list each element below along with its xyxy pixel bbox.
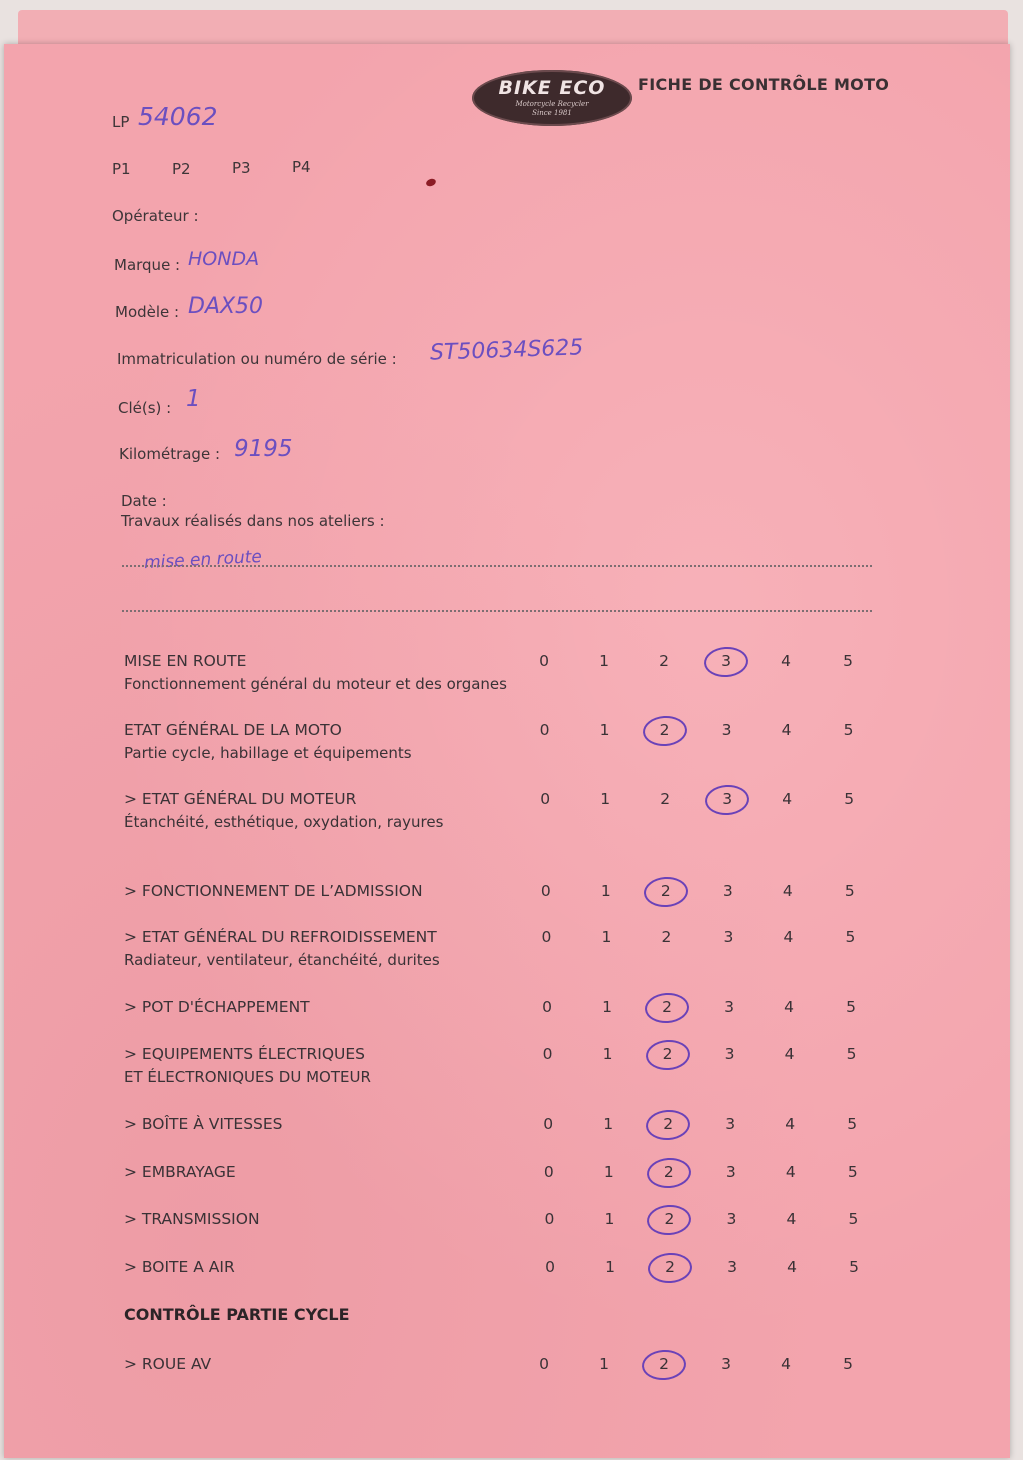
rating-row-title: > BOITE A AIR bbox=[124, 1258, 235, 1276]
selected-rating-circle bbox=[645, 1109, 691, 1142]
rating-option-2[interactable]: 2 bbox=[659, 1163, 679, 1181]
logo-brand: BIKE ECO bbox=[498, 77, 606, 99]
rating-row-subtitle: ET ÉLECTRONIQUES DU MOTEUR bbox=[124, 1068, 371, 1086]
selected-rating-circle bbox=[642, 715, 688, 748]
rating-row bbox=[4, 652, 1010, 712]
rating-option-0[interactable]: 0 bbox=[539, 1355, 549, 1373]
rating-option-1[interactable]: 1 bbox=[599, 721, 610, 739]
km-value[interactable]: 9195 bbox=[234, 436, 293, 462]
rating-option-5[interactable]: 5 bbox=[844, 790, 855, 808]
marque-value[interactable]: HONDA bbox=[188, 248, 260, 270]
rating-row bbox=[4, 928, 1010, 988]
rating-option-4[interactable]: 4 bbox=[784, 998, 794, 1016]
selected-rating-circle bbox=[644, 992, 690, 1025]
km-label: Kilométrage : bbox=[119, 445, 221, 463]
modele-label: Modèle : bbox=[115, 303, 180, 321]
rating-option-0[interactable]: 0 bbox=[540, 790, 551, 808]
rating-option-1[interactable]: 1 bbox=[605, 1258, 615, 1276]
rating-option-1[interactable]: 1 bbox=[603, 1115, 614, 1133]
rating-option-4[interactable]: 4 bbox=[781, 721, 792, 739]
travaux-line-2 bbox=[122, 610, 872, 612]
rating-option-0[interactable]: 0 bbox=[542, 1045, 553, 1063]
position-p1[interactable]: P1 bbox=[112, 160, 131, 178]
position-p2[interactable]: P2 bbox=[172, 160, 191, 178]
rating-option-2[interactable]: 2 bbox=[658, 1115, 678, 1133]
rating-option-3[interactable]: 3 bbox=[727, 1258, 737, 1276]
rating-option-1[interactable]: 1 bbox=[599, 652, 609, 670]
rating-option-2[interactable]: 2 bbox=[656, 882, 676, 900]
rating-row-title: > EMBRAYAGE bbox=[124, 1163, 236, 1181]
rating-option-2[interactable]: 2 bbox=[660, 790, 671, 808]
rating-option-3[interactable]: 3 bbox=[726, 1210, 737, 1228]
rating-option-2[interactable]: 2 bbox=[660, 1258, 680, 1276]
inspection-form-sheet bbox=[4, 44, 1010, 1458]
date-label: Date : bbox=[121, 492, 167, 510]
rating-option-5[interactable]: 5 bbox=[848, 1210, 859, 1228]
rating-option-3[interactable]: 3 bbox=[725, 1115, 736, 1133]
operateur-label: Opérateur : bbox=[112, 207, 199, 225]
position-p3[interactable]: P3 bbox=[232, 159, 251, 177]
rating-row-title: > ETAT GÉNÉRAL DU REFROIDISSEMENT bbox=[124, 928, 437, 946]
section-controle-partie-cycle: CONTRÔLE PARTIE CYCLE bbox=[124, 1305, 350, 1324]
position-p4[interactable]: P4 bbox=[292, 158, 311, 176]
travaux-line-1 bbox=[122, 565, 872, 567]
rating-option-5[interactable]: 5 bbox=[847, 1163, 858, 1181]
rating-row bbox=[4, 1045, 1010, 1105]
rating-option-4[interactable]: 4 bbox=[781, 652, 791, 670]
rating-option-4[interactable]: 4 bbox=[783, 928, 794, 946]
rating-option-0[interactable]: 0 bbox=[545, 1258, 555, 1276]
rating-option-1[interactable]: 1 bbox=[600, 882, 611, 900]
cles-label: Clé(s) : bbox=[118, 399, 172, 417]
rating-option-0[interactable]: 0 bbox=[541, 928, 552, 946]
rating-option-2[interactable]: 2 bbox=[659, 1210, 679, 1228]
rating-option-1[interactable]: 1 bbox=[602, 1045, 613, 1063]
lp-label: LP bbox=[112, 113, 130, 131]
rating-row-title: > EQUIPEMENTS ÉLECTRIQUES bbox=[124, 1045, 365, 1063]
travaux-value[interactable]: mise en route bbox=[143, 546, 263, 574]
rating-row-title: > TRANSMISSION bbox=[124, 1210, 260, 1228]
rating-option-3[interactable]: 3 bbox=[724, 1045, 735, 1063]
rating-row-subtitle: Radiateur, ventilateur, étanchéité, durites bbox=[124, 951, 440, 969]
rating-option-4[interactable]: 4 bbox=[781, 1355, 791, 1373]
rating-row-subtitle: Étanchéité, esthétique, oxydation, rayures bbox=[124, 813, 444, 831]
rating-option-3[interactable]: 3 bbox=[717, 790, 737, 808]
form-title: FICHE DE CONTRÔLE MOTO bbox=[638, 75, 890, 94]
selected-rating-circle bbox=[643, 876, 689, 909]
selected-rating-circle bbox=[703, 646, 749, 679]
rating-row bbox=[4, 721, 1010, 781]
cles-value[interactable]: 1 bbox=[186, 386, 201, 412]
rating-option-3[interactable]: 3 bbox=[721, 1355, 731, 1373]
rating-row bbox=[4, 1355, 1010, 1415]
rating-row-title: > ETAT GÉNÉRAL DU MOTEUR bbox=[124, 790, 357, 808]
rating-row-subtitle: Fonctionnement général du moteur et des organes bbox=[124, 675, 507, 693]
rating-option-4[interactable]: 4 bbox=[786, 1210, 797, 1228]
rating-option-5[interactable]: 5 bbox=[844, 882, 855, 900]
immat-value[interactable]: ST50634S625 bbox=[429, 335, 584, 366]
rating-option-5[interactable]: 5 bbox=[843, 721, 854, 739]
rating-option-0[interactable]: 0 bbox=[543, 1115, 554, 1133]
rating-option-2[interactable]: 2 bbox=[661, 928, 672, 946]
rating-option-3[interactable]: 3 bbox=[722, 882, 733, 900]
rating-option-0[interactable]: 0 bbox=[539, 721, 550, 739]
travaux-label: Travaux réalisés dans nos ateliers : bbox=[121, 512, 385, 530]
rating-option-3[interactable]: 3 bbox=[724, 998, 734, 1016]
rating-option-3[interactable]: 3 bbox=[716, 652, 736, 670]
ink-stain bbox=[425, 178, 437, 188]
rating-option-4[interactable]: 4 bbox=[785, 1163, 796, 1181]
selected-rating-circle bbox=[646, 1204, 692, 1237]
immat-label: Immatriculation ou numéro de série : bbox=[117, 350, 397, 368]
rating-option-0[interactable]: 0 bbox=[542, 998, 552, 1016]
marque-label: Marque : bbox=[114, 256, 181, 274]
rating-option-0[interactable]: 0 bbox=[539, 652, 549, 670]
rating-option-5[interactable]: 5 bbox=[843, 1355, 853, 1373]
rating-option-1[interactable]: 1 bbox=[600, 790, 611, 808]
rating-row-title: > FONCTIONNEMENT DE L’ADMISSION bbox=[124, 882, 423, 900]
rating-option-5[interactable]: 5 bbox=[843, 652, 853, 670]
rating-option-5[interactable]: 5 bbox=[849, 1258, 859, 1276]
rating-option-3[interactable]: 3 bbox=[723, 928, 734, 946]
selected-rating-circle bbox=[704, 784, 750, 817]
logo-since: Since 1981 bbox=[532, 109, 572, 117]
rating-option-1[interactable]: 1 bbox=[602, 998, 612, 1016]
rating-option-2[interactable]: 2 bbox=[658, 1045, 678, 1063]
rating-option-5[interactable]: 5 bbox=[846, 998, 856, 1016]
rating-option-0[interactable]: 0 bbox=[543, 1163, 554, 1181]
rating-option-5[interactable]: 5 bbox=[846, 1045, 857, 1063]
rating-option-4[interactable]: 4 bbox=[782, 882, 793, 900]
rating-option-3[interactable]: 3 bbox=[725, 1163, 736, 1181]
rating-row-title: > BOÎTE À VITESSES bbox=[124, 1115, 283, 1133]
rating-option-1[interactable]: 1 bbox=[599, 1355, 609, 1373]
rating-row-title: > POT D'ÉCHAPPEMENT bbox=[124, 998, 310, 1016]
rating-option-4[interactable]: 4 bbox=[782, 790, 793, 808]
rating-row-subtitle: Partie cycle, habillage et équipements bbox=[124, 744, 412, 762]
rating-option-5[interactable]: 5 bbox=[845, 928, 856, 946]
rating-option-2[interactable]: 2 bbox=[657, 998, 677, 1016]
rating-option-1[interactable]: 1 bbox=[601, 928, 612, 946]
rating-option-4[interactable]: 4 bbox=[787, 1258, 797, 1276]
bike-eco-logo bbox=[472, 70, 632, 126]
rating-option-1[interactable]: 1 bbox=[603, 1163, 614, 1181]
rating-row-title: > ROUE AV bbox=[124, 1355, 212, 1373]
rating-row-title: ETAT GÉNÉRAL DE LA MOTO bbox=[124, 721, 342, 739]
rating-option-2[interactable]: 2 bbox=[659, 652, 669, 670]
rating-option-5[interactable]: 5 bbox=[847, 1115, 858, 1133]
rating-option-1[interactable]: 1 bbox=[604, 1210, 615, 1228]
modele-value[interactable]: DAX50 bbox=[188, 294, 264, 319]
rating-option-0[interactable]: 0 bbox=[540, 882, 551, 900]
rating-row-title: MISE EN ROUTE bbox=[124, 652, 247, 670]
selected-rating-circle bbox=[641, 1349, 687, 1382]
rating-option-4[interactable]: 4 bbox=[784, 1045, 795, 1063]
rating-option-0[interactable]: 0 bbox=[544, 1210, 555, 1228]
logo-tagline: Motorcycle Recycler bbox=[515, 100, 589, 108]
rating-option-2[interactable]: 2 bbox=[654, 1355, 674, 1373]
lp-value[interactable]: 54062 bbox=[138, 102, 218, 131]
rating-option-3[interactable]: 3 bbox=[721, 721, 732, 739]
rating-option-4[interactable]: 4 bbox=[785, 1115, 796, 1133]
rating-option-2[interactable]: 2 bbox=[655, 721, 675, 739]
rating-row bbox=[4, 790, 1010, 850]
